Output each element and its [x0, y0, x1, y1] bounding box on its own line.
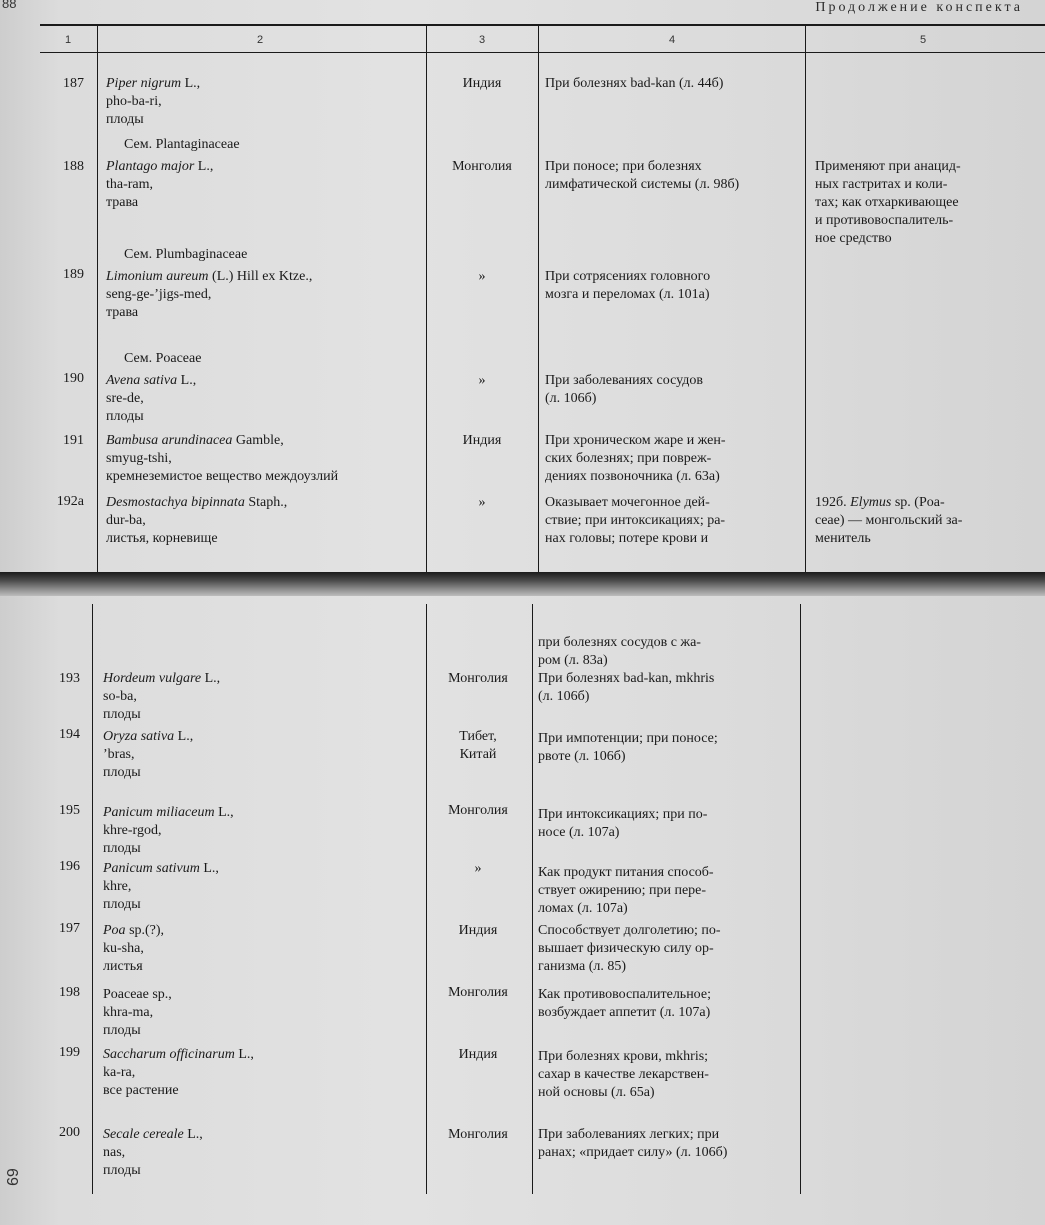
entry-number: 196	[59, 859, 80, 874]
plant-name: Plantago major L., tha-ram, трава	[106, 159, 214, 210]
column-number: 3	[478, 34, 486, 46]
origin: Монголия	[448, 1127, 508, 1142]
usage: При импотенции; при поносе; рвоте (л. 106б)	[538, 731, 718, 764]
plant-name: Piper nigrum L., pho-ba-ri, плоды	[106, 76, 201, 127]
plant-name: Panicum miliaceum L., khre-rgod, плоды	[103, 805, 234, 856]
entry-number: 189	[63, 267, 84, 282]
plant-name: Oryza sativa L., ’bras, плоды	[103, 729, 194, 780]
plant-name: Panicum sativum L., khre, плоды	[103, 861, 219, 912]
plant-name: Hordeum vulgare L., so-ba, плоды	[103, 671, 221, 722]
page-top	[0, 0, 1045, 572]
column-divider	[426, 604, 427, 1194]
page-fold	[0, 572, 1045, 596]
plant-name: Desmostachya bipinnata Staph., dur-ba, листья, корневище	[106, 495, 288, 546]
plant-name: Bambusa arundinacea Gamble, smyug-tshi, кремнеземистое вещество междоузлий	[106, 433, 339, 484]
family-heading: Сем. Poaceae	[124, 351, 202, 366]
header-rule	[40, 24, 1045, 26]
origin: »	[478, 269, 486, 284]
plant-name: Avena sativa L., sre-de, плоды	[106, 373, 197, 424]
plant-name: Saccharum officinarum L., ka-ra, все растение	[103, 1047, 254, 1098]
entry-number: 200	[59, 1125, 80, 1140]
usage: При заболеваниях сосудов (л. 106б)	[545, 373, 703, 406]
origin: Монголия	[448, 803, 508, 818]
running-head: Продолжение конспекта	[815, 0, 1023, 15]
entry-number: 187	[63, 76, 84, 91]
column-divider	[538, 26, 539, 572]
page-number-bottom: 69	[2, 1168, 20, 1186]
usage: При интоксикациях; при по- носе (л. 107а)	[538, 807, 708, 840]
family-heading: Сем. Plumbaginaceae	[124, 247, 248, 262]
entry-number: 190	[63, 371, 84, 386]
entry-number: 195	[59, 803, 80, 818]
entry-number: 191	[63, 433, 84, 448]
plant-name: Poa sp.(?), ku-sha, листья	[103, 923, 165, 974]
column-divider	[426, 26, 427, 572]
entry-number: 188	[63, 159, 84, 174]
column-divider	[800, 604, 801, 1194]
entry-number: 192а	[56, 494, 84, 509]
origin: Индия	[458, 923, 498, 938]
usage: Как противовоспалительное; возбуждает аппетит (л. 107а)	[538, 987, 711, 1020]
plant-name: Poaceae sp., khra-ma, плоды	[103, 987, 172, 1038]
origin: Индия	[462, 433, 502, 448]
origin: Монголия	[448, 671, 508, 686]
origin: Монголия	[452, 159, 512, 174]
family-heading: Сем. Plantaginaceae	[124, 137, 240, 152]
usage: Как продукт питания способ- ствует ожирению; при пере- ломах (л. 107а)	[538, 865, 714, 916]
usage: При болезнях bad-kan, mkhris (л. 106б)	[538, 671, 715, 704]
usage: Способствует долголетию; по- вышает физическую силу ор- ганизма (л. 85)	[538, 923, 721, 974]
usage: При хроническом жаре и жен- ских болезнях; при повреж- дениях позвоночника (л. 63а)	[545, 433, 726, 484]
notes: 192б. Elymus sp. (Poa- ceae) — монгольский за- менитель	[815, 495, 963, 546]
entry-number: 194	[59, 727, 80, 742]
column-divider	[805, 26, 806, 572]
plant-name: Secale cereale L., nas, плоды	[103, 1127, 203, 1178]
origin: »	[474, 861, 482, 876]
entry-number: 197	[59, 921, 80, 936]
entry-number: 198	[59, 985, 80, 1000]
origin: Индия	[462, 76, 502, 91]
usage-continued: при болезнях сосудов с жа- ром (л. 83а)	[538, 635, 701, 668]
usage: При болезнях bad-kan (л. 44б)	[545, 76, 724, 91]
column-number: 2	[256, 34, 264, 46]
page-number-top: 88	[2, 0, 17, 11]
origin: Индия	[458, 1047, 498, 1062]
usage: При поносе; при болезнях лимфатической системы (л. 98б)	[545, 159, 740, 192]
column-number: 5	[919, 34, 927, 46]
origin: »	[478, 495, 486, 510]
origin: Тибет, Китай	[459, 729, 497, 762]
column-number: 1	[64, 34, 72, 46]
entry-number: 199	[59, 1045, 80, 1060]
column-header-rule	[40, 52, 1045, 53]
entry-number: 193	[59, 671, 80, 686]
notes: Применяют при анацид- ных гастритах и коли- тах; как отхаркивающее и противовоспалитель- ное средство	[815, 159, 961, 246]
column-number: 4	[668, 34, 676, 46]
plant-name: Limonium aureum (L.) Hill ex Ktze., seng-ge-’jigs-med, трава	[106, 269, 313, 320]
usage: При заболеваниях легких; при ранах; «придает силу» (л. 106б)	[538, 1127, 728, 1160]
column-divider	[97, 26, 98, 572]
usage: При болезнях крови, mkhris; сахар в качестве лекарствен- ной основы (л. 65а)	[538, 1049, 709, 1100]
usage: При сотрясениях головного мозга и переломах (л. 101а)	[545, 269, 711, 302]
usage: Оказывает мочегонное дей- ствие; при интоксикациях; ра- нах головы; потере крови и	[545, 495, 726, 546]
page-bottom	[0, 596, 1045, 1225]
origin: »	[478, 373, 486, 388]
column-divider	[92, 604, 93, 1194]
origin: Монголия	[448, 985, 508, 1000]
column-divider	[532, 604, 533, 1194]
